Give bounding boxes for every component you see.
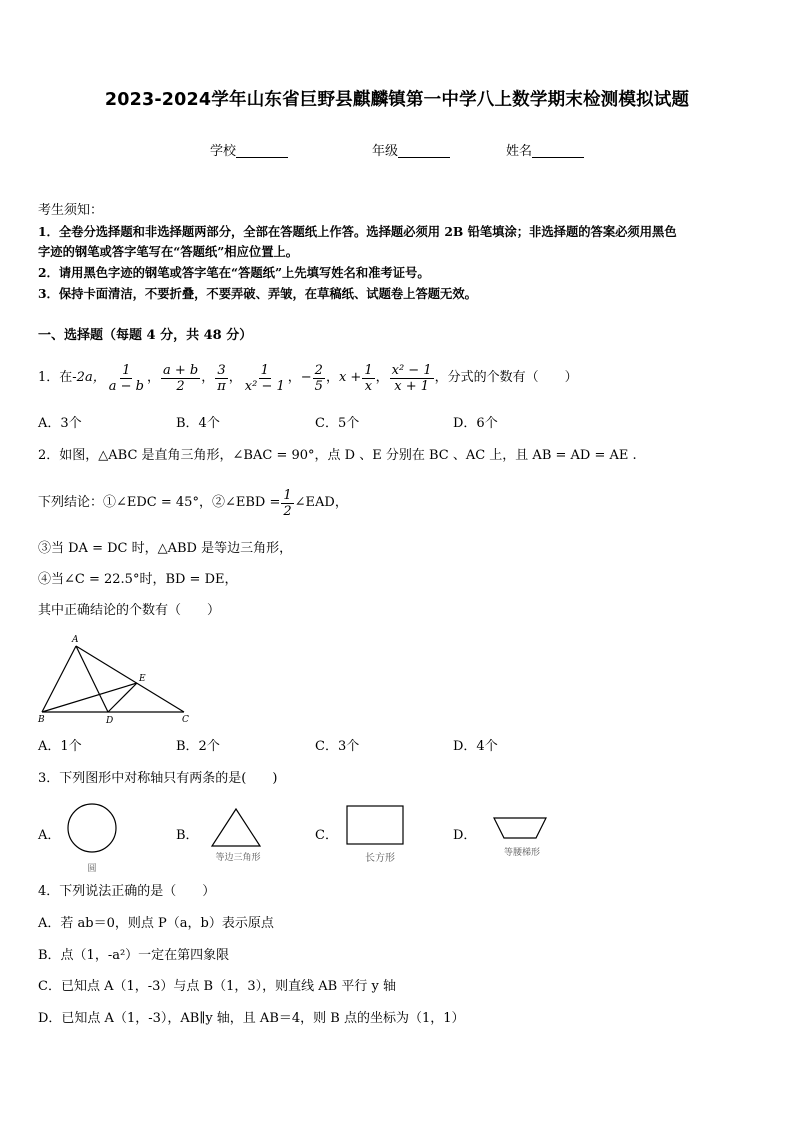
q4-option-c[interactable]: C．已知点 A（1，-3）与点 B（1，3），则直线 AB 平行 y 轴 — [38, 979, 396, 994]
question-1-stem: 1．在 -2a， $\frac{1}{a - b}$ ， $\frac{a + b}{2}$ ， $\frac{3}{\pi}$ ， $\frac{1}{\text{x² − 1}}$ ， − $\frac{2}{5}$ ， x + $\frac{1}{x}$ ， $\frac{\text{x² − 1}}{x + 1}$ ，分式的个数有（ ） — [38, 362, 578, 394]
q2-frac-num: 1 — [283, 487, 292, 503]
q1-f7-num: x² − 1 — [391, 362, 432, 378]
q3-option-d-figure[interactable] — [488, 812, 552, 862]
q2-line2-a: 下列结论：①∠EDC = 45°，②∠EBD = — [38, 495, 281, 510]
q3-stem: 3．下列图形中对称轴只有两条的是( ) — [38, 771, 278, 786]
q1-fraction-3 — [215, 363, 228, 394]
q2-line-4: ④当∠C = 22.5°时，BD = DE， — [38, 572, 238, 587]
q3-option-a-letter[interactable]: A． — [38, 828, 61, 843]
q3-option-b-letter[interactable]: B． — [176, 828, 199, 843]
q2-line-2 — [38, 483, 348, 523]
school-label: 学校 — [210, 144, 237, 159]
label-d: D — [106, 716, 114, 724]
equilateral-triangle-shape — [212, 809, 260, 846]
grade-field — [372, 140, 450, 159]
q2-line-1: 2．如图，△ABC 是直角三角形，∠BAC = 90°，点 D 、E 分别在 BC 、AC 上，且 AB = AD = AE . — [38, 448, 637, 463]
grade-label: 年级 — [372, 144, 399, 159]
notice-item1-line2: 字迹的钢笔或答字笔写在“答题纸”相应位置上。 — [38, 244, 299, 259]
q1-fraction-4 — [243, 363, 287, 394]
q1-fraction-6 — [362, 363, 374, 394]
notice-heading: 考生须知： — [38, 203, 104, 218]
rectangle-shape — [347, 806, 403, 844]
q4-option-a[interactable]: A．若 ab＝0，则点 P（a，b）表示原点 — [38, 916, 274, 931]
q3-option-c-figure[interactable] — [340, 802, 410, 868]
q2-line2-b: ∠EAD， — [294, 495, 348, 510]
q3-option-c-letter[interactable]: C． — [315, 828, 338, 843]
q1-f6-den: x — [364, 378, 373, 394]
notice-item2: 2．请用黑色字迹的钢笔或答字笔在“答题纸”上先填写姓名和准考证号。 — [38, 265, 430, 280]
name-field — [506, 140, 584, 159]
q1-f5-den: 5 — [314, 378, 323, 394]
q1-fraction-5 — [313, 363, 325, 394]
q1-f4-num: 1 — [260, 362, 269, 378]
q1-option-d[interactable]: D．6个 — [453, 416, 498, 431]
q1-f1-num: 1 — [122, 362, 131, 378]
trapezoid-caption: 等腰梯形 — [503, 848, 541, 858]
q1-option-b[interactable]: B．4个 — [176, 416, 220, 431]
q1-f1-den: a − b — [108, 378, 144, 394]
q1-prefix: 1．在 — [38, 370, 73, 385]
notice-item1-line1: 1．全卷分选择题和非选择题两部分，全部在答题纸上作答。选择题必须用 2B 铅笔填涂；非选择题的答案必须用黑色 — [38, 224, 677, 239]
circle-caption: 圆 — [87, 864, 97, 874]
q1-term-3: x + — [338, 370, 362, 385]
notice-item3: 3．保持卡面清洁，不要折叠，不要弄破、弄皱，在草稿纸、试题卷上答题无效。 — [38, 286, 477, 301]
label-e: E — [139, 674, 146, 684]
q3-option-b-figure[interactable] — [198, 804, 278, 866]
segment-ab — [42, 646, 76, 712]
q1-option-a[interactable]: A．3个 — [38, 416, 82, 431]
q2-fraction-half — [281, 488, 293, 519]
q1-fraction-7 — [390, 363, 434, 394]
q1-suffix: ，分式的个数有（ ） — [434, 370, 578, 385]
label-c: C — [182, 715, 189, 724]
q2-line-3: ③当 DA = DC 时，△ABD 是等边三角形， — [38, 541, 293, 556]
q1-option-c[interactable]: C．5个 — [315, 416, 360, 431]
q1-f7-den: x + 1 — [394, 378, 429, 394]
q1-minus: − — [300, 370, 312, 385]
q2-option-d[interactable]: D．4个 — [453, 739, 498, 754]
isosceles-trapezoid-shape — [494, 818, 546, 838]
rectangle-caption: 长方形 — [365, 853, 395, 864]
q1-f3-den: π — [217, 378, 226, 394]
q2-triangle-figure — [36, 632, 196, 724]
q1-f2-num: a + b — [162, 362, 199, 378]
q2-line-5: 其中正确结论的个数有（ ） — [38, 603, 221, 618]
q2-option-b[interactable]: B．2个 — [176, 739, 220, 754]
q1-f6-num: 1 — [364, 362, 373, 378]
circle-shape — [68, 804, 116, 852]
q1-fraction-2 — [161, 363, 200, 394]
triangle-caption: 等边三角形 — [215, 853, 261, 863]
q1-f4-den: x² − 1 — [244, 378, 285, 394]
school-blank — [236, 143, 288, 158]
label-a: A — [72, 635, 79, 645]
q2-option-c[interactable]: C．3个 — [315, 739, 360, 754]
section-heading: 一、选择题（每题 4 分，共 48 分） — [38, 328, 253, 343]
q4-stem: 4．下列说法正确的是（ ） — [38, 884, 216, 899]
q1-term-1: -2a， — [72, 370, 106, 385]
q4-option-b[interactable]: B．点（1，-a²）一定在第四象限 — [38, 948, 230, 963]
q1-f3-num: 3 — [217, 362, 226, 378]
q3-option-d-letter[interactable]: D． — [453, 828, 477, 843]
q1-f2-den: 2 — [176, 378, 185, 394]
page-title: 2023-2024学年山东省巨野县麒麟镇第一中学八上数学期末检测模拟试题 — [104, 90, 690, 110]
q1-f5-num: 2 — [314, 362, 323, 378]
grade-blank — [398, 143, 450, 158]
q2-frac-den: 2 — [283, 503, 292, 519]
school-field — [210, 140, 288, 159]
name-blank — [532, 143, 584, 158]
q1-fraction-1 — [107, 363, 146, 394]
q3-option-a-figure[interactable] — [62, 800, 122, 876]
q2-option-a[interactable]: A．1个 — [38, 739, 82, 754]
label-b: B — [38, 715, 45, 724]
q4-option-d[interactable]: D．已知点 A（1，-3），AB∥y 轴，且 AB＝4，则 B 点的坐标为（1，1） — [38, 1011, 465, 1026]
name-label: 姓名 — [506, 144, 533, 159]
